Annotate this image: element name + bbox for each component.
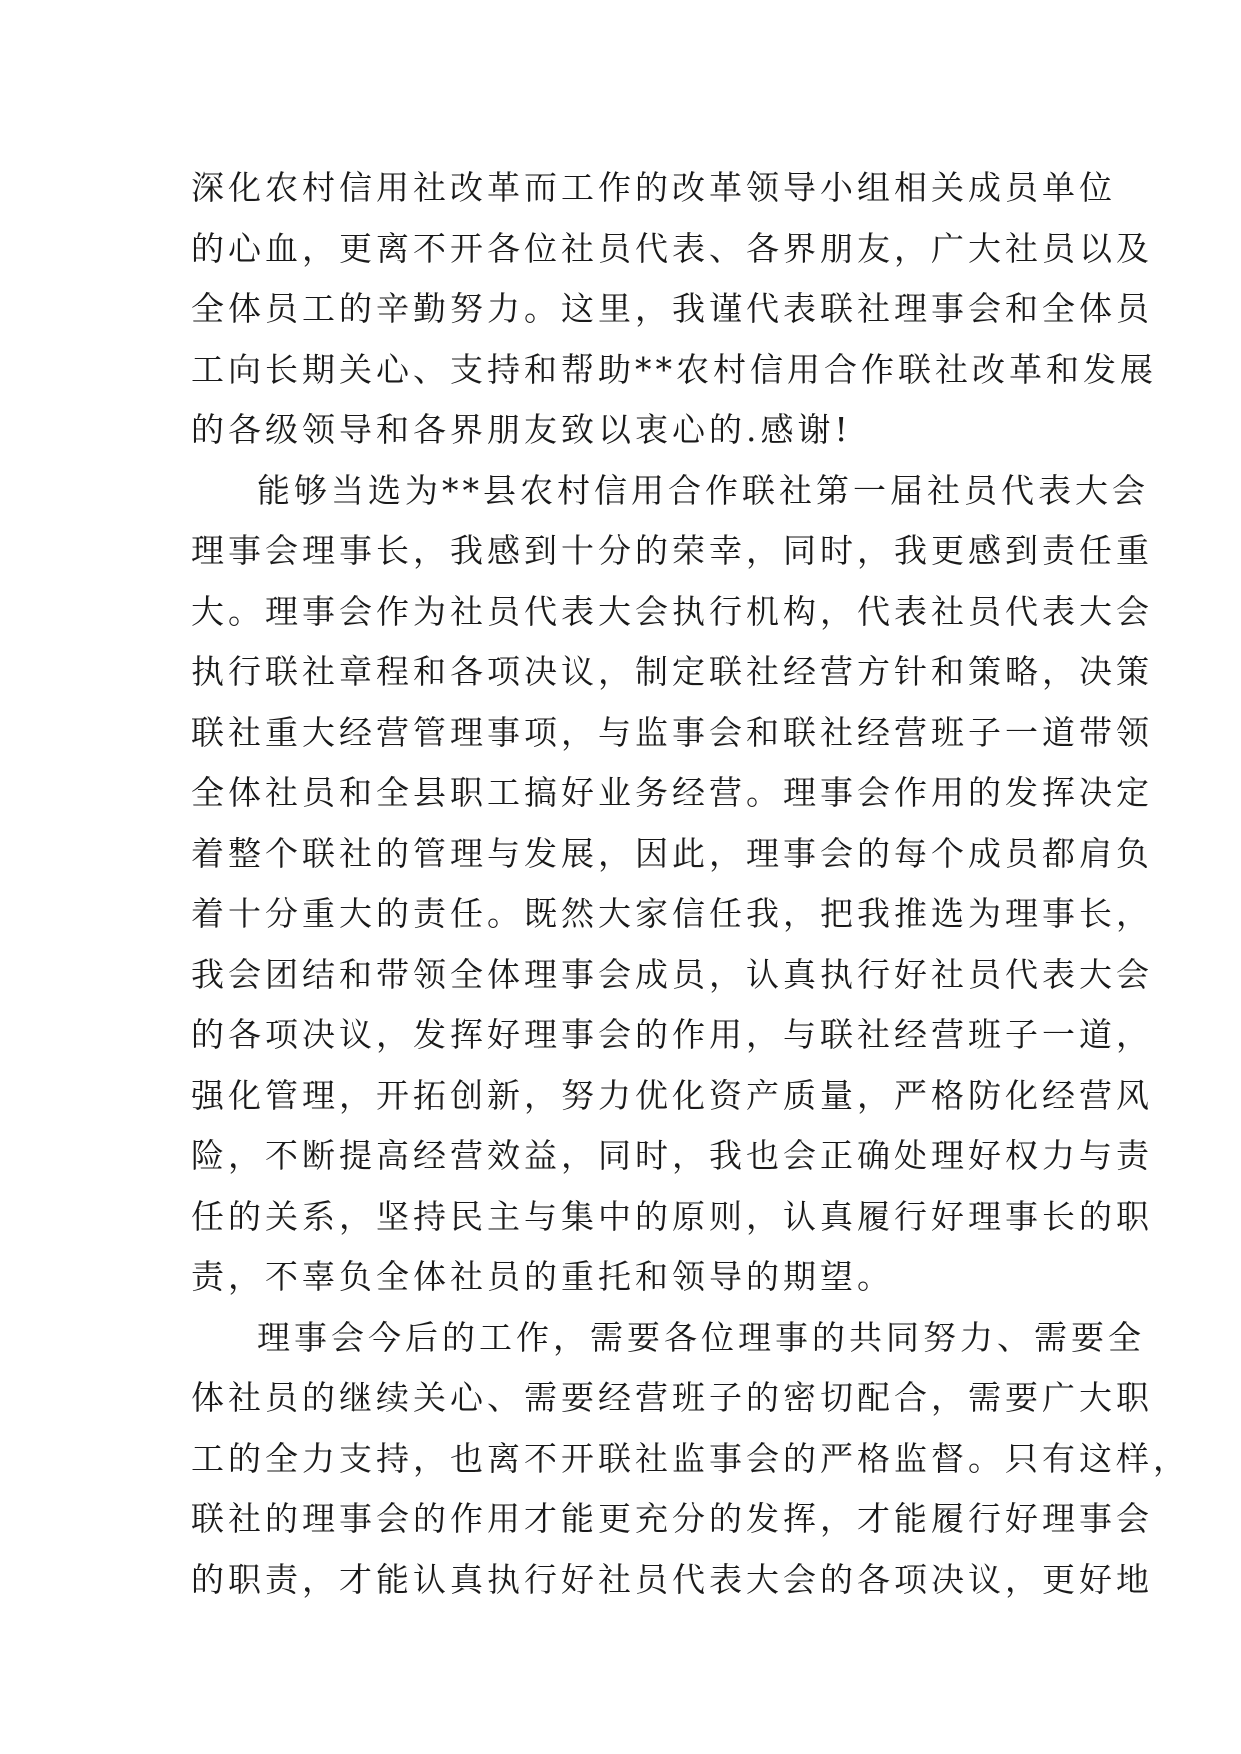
text-line: 任的关系，坚持民主与集中的原则，认真履行好理事长的职 — [191, 1196, 1153, 1236]
text-line: 联社重大经营管理事项，与监事会和联社经营班子一道带领 — [191, 712, 1153, 752]
paragraph — [191, 158, 1157, 461]
text-line: 强化管理，开拓创新，努力优化资产质量，严格防化经营风 — [191, 1075, 1153, 1115]
text-line: 理事会理事长，我感到十分的荣幸，同时，我更感到责任重 — [191, 531, 1153, 570]
text-line: 全体社员和全县职工搞好业务经营。理事会作用的发挥决定 — [191, 773, 1153, 812]
text-line: 工向长期关心、支持和帮助**农村信用合作联社改革和发展 — [191, 349, 1157, 389]
text-line: 着十分重大的责任。既然大家信任我，把我推选为理事长， — [191, 894, 1153, 933]
text-line: 深化农村信用社改革而工作的改革领导小组相关成员单位 — [191, 168, 1116, 207]
text-line: 的职责，才能认真执行好社员代表大会的各项决议，更好地 — [191, 1559, 1153, 1599]
paragraph — [191, 461, 1153, 1308]
text-line: 能够当选为**县农村信用合作联社第一届社员代表大会 — [257, 470, 1149, 510]
text-line: 大。理事会作为社员代表大会执行机构，代表社员代表大会 — [191, 591, 1153, 631]
text-line: 体社员的继续关心、需要经营班子的密切配合，需要广大职 — [191, 1378, 1153, 1417]
text-line: 责，不辜负全体社员的重托和领导的期望。 — [191, 1257, 894, 1296]
document-body — [191, 158, 1190, 1610]
text-line: 险，不断提高经营效益，同时，我也会正确处理好权力与责 — [191, 1136, 1153, 1175]
text-line: 的各项决议，发挥好理事会的作用，与联社经营班子一道， — [191, 1015, 1153, 1054]
text-line: 的心血，更离不开各位社员代表、各界朋友，广大社员以及 — [191, 228, 1153, 268]
text-line: 的各级领导和各界朋友致以衷心的.感谢! — [191, 410, 852, 449]
text-line: 执行联社章程和各项决议，制定联社经营方针和策略，决策 — [191, 652, 1153, 691]
text-line: 我会团结和带领全体理事会成员，认真执行好社员代表大会 — [191, 954, 1153, 994]
text-line: 着整个联社的管理与发展，因此，理事会的每个成员都肩负 — [191, 833, 1153, 873]
paragraph — [191, 1308, 1190, 1611]
text-line: 全体员工的辛勤努力。这里，我谨代表联社理事会和全体员 — [191, 289, 1153, 328]
text-line: 联社的理事会的作用才能更充分的发挥，才能履行好理事会 — [191, 1499, 1153, 1538]
text-line: 工的全力支持，也离不开联社监事会的严格监督。只有这样， — [191, 1438, 1190, 1478]
text-line: 理事会今后的工作，需要各位理事的共同努力、需要全 — [257, 1317, 1145, 1357]
